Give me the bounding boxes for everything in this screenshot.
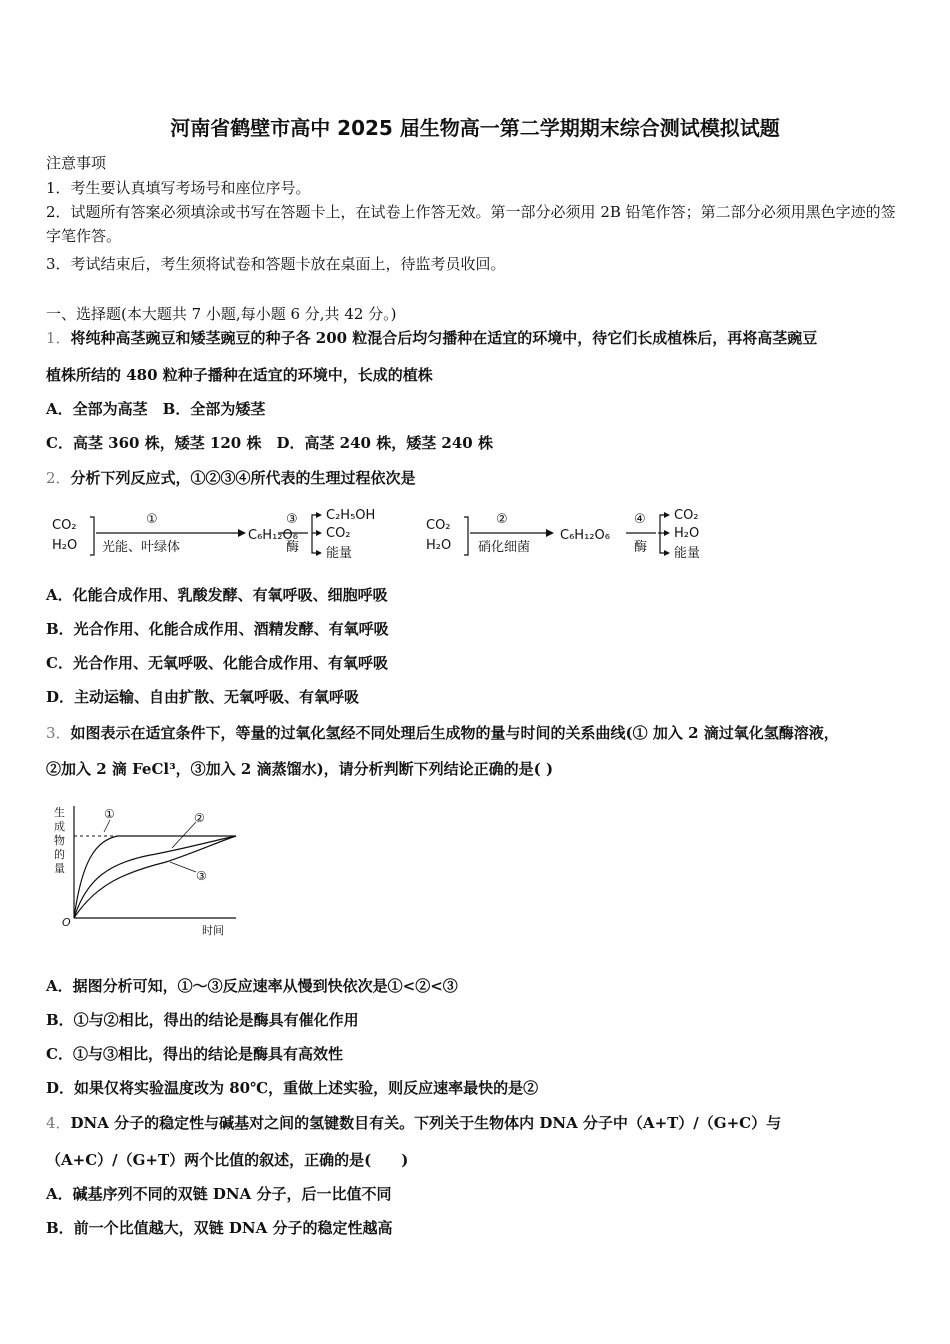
notice-item-1: 1．考生要认真填写考场号和座位序号。	[46, 179, 311, 197]
glucose-label: C₆H₁₂O₆	[560, 528, 610, 543]
product-label: H₂O	[674, 526, 700, 541]
product-time-graph	[46, 800, 256, 940]
y-axis-label: 物	[54, 834, 65, 847]
question-number: 1．	[46, 329, 71, 347]
curve-2-label: ②	[194, 811, 205, 825]
reactant-co2: CO₂	[52, 518, 77, 533]
question-stem: 分析下列反应式，①②③④所代表的生理过程依次是	[70, 469, 416, 487]
question-number: 3．	[46, 724, 71, 742]
leader-line	[170, 862, 196, 872]
product-label: CO₂	[674, 508, 699, 523]
question-4-option-a: A．碱基序列不同的双链 DNA 分子，后一比值不同	[46, 1185, 392, 1203]
question-3-line-1	[46, 722, 839, 743]
bracket	[464, 517, 468, 555]
question-4-option-b: B．前一个比值越大，双链 DNA 分子的稳定性越高	[46, 1219, 393, 1237]
question-number: 2．	[46, 469, 71, 487]
question-stem: 如图表示在适宜条件下，等量的过氧化氢经不同处理后生成物的量与时间的关系曲线(① 加入 2 滴过氧化氢酶溶液，	[70, 724, 839, 742]
origin-label: O	[62, 916, 71, 929]
section-heading: 一、选择题(本大题共 7 小题,每小题 6 分,共 42 分。)	[46, 305, 397, 323]
notice-item-3: 3．考试结束后，考生须将试卷和答题卡放在桌面上，待监考员收回。	[46, 255, 506, 273]
y-axis-label: 生	[54, 806, 65, 819]
bracket	[312, 515, 316, 553]
question-3-option-d: D．如果仅将实验温度改为 80℃，重做上述实验，则反应速率最快的是②	[46, 1079, 539, 1097]
step-label: ②	[496, 512, 508, 527]
notice-heading: 注意事项	[46, 154, 107, 172]
arrowhead	[664, 512, 670, 556]
bracket	[90, 517, 94, 555]
arrowhead	[546, 529, 554, 537]
curve-2	[74, 836, 236, 918]
question-2-option-d: D．主动运输、自由扩散、无氧呼吸、有氧呼吸	[46, 688, 360, 706]
curve-3-label: ③	[196, 869, 207, 883]
reactant-h2o: H₂O	[426, 538, 452, 553]
question-2-stem-line	[46, 467, 416, 488]
notice-item-2: 2．试题所有答案必须填涂或书写在答题卡上，在试卷上作答无效。第一部分必须用 2B 铅笔作答；第二部分必须用黑色字迹的签字笔作答。	[46, 203, 896, 245]
condition-label: 酶	[286, 540, 300, 555]
condition-label: 酶	[634, 540, 648, 555]
x-axis-label: 时间	[202, 924, 224, 937]
step-label: ①	[146, 512, 158, 527]
question-3-option-b: B．①与②相比，得出的结论是酶具有催化作用	[46, 1011, 359, 1029]
question-stem: 将纯种高茎豌豆和矮茎豌豆的种子各 200 粒混合后均匀播种在适宜的环境中，待它们长成植株后，再将高茎豌豆	[70, 329, 818, 347]
question-1-line-1	[46, 327, 817, 348]
step-label: ③	[286, 512, 298, 527]
y-axis-label: 成	[54, 820, 65, 833]
question-3-option-c: C．①与③相比，得出的结论是酶具有高效性	[46, 1045, 343, 1063]
leader-line	[172, 822, 196, 848]
curve-1-label: ①	[104, 807, 115, 821]
reactant-h2o: H₂O	[52, 538, 78, 553]
step-label: ④	[634, 512, 646, 527]
exam-title: 河南省鹤壁市高中 2025 届生物高一第二学期期末综合测试模拟试题	[170, 116, 780, 140]
glucose-label: C₆H₁₂O₆	[248, 528, 298, 543]
question-4-line-1	[46, 1112, 781, 1133]
product-label: C₂H₅OH	[326, 508, 376, 523]
reaction-diagram	[46, 503, 746, 565]
question-1-line-2: 植株所结的 480 粒种子播种在适宜的环境中，长成的植株	[46, 366, 433, 384]
question-number: 4．	[46, 1114, 71, 1132]
arrowhead	[238, 529, 246, 537]
arrowhead	[316, 512, 322, 556]
question-stem: DNA 分子的稳定性与碱基对之间的氢键数目有关。下列关于生物体内 DNA 分子中（A+T）/（G+C）与	[70, 1114, 782, 1132]
bracket	[660, 515, 664, 553]
question-2-option-c: C．光合作用、无氧呼吸、化能合成作用、有氧呼吸	[46, 654, 388, 672]
question-1-options-ab: A．全部为高茎 B．全部为矮茎	[46, 400, 266, 418]
reactant-co2: CO₂	[426, 518, 451, 533]
y-axis-label: 量	[54, 862, 65, 875]
question-4-line-2: （A+C）/（G+T）两个比值的叙述，正确的是( )	[46, 1151, 409, 1169]
product-label: CO₂	[326, 526, 351, 541]
condition-label: 硝化细菌	[478, 540, 531, 555]
y-axis-label: 的	[54, 848, 65, 861]
question-3-line-2: ②加入 2 滴 FeCl³，③加入 2 滴蒸馏水)，请分析判断下列结论正确的是( )	[46, 760, 554, 778]
question-2-option-a: A．化能合成作用、乳酸发酵、有氧呼吸、细胞呼吸	[46, 586, 388, 604]
product-label: 能量	[674, 546, 701, 561]
question-2-option-b: B．光合作用、化能合成作用、酒精发酵、有氧呼吸	[46, 620, 389, 638]
question-3-option-a: A．据图分析可知，①～③反应速率从慢到快依次是①<②<③	[46, 977, 458, 995]
question-1-options-cd: C．高茎 360 株，矮茎 120 株 D．高茎 240 株，矮茎 240 株	[46, 434, 493, 452]
leader-line	[104, 820, 110, 832]
condition-label: 光能、叶绿体	[102, 540, 181, 555]
product-label: 能量	[326, 546, 353, 561]
